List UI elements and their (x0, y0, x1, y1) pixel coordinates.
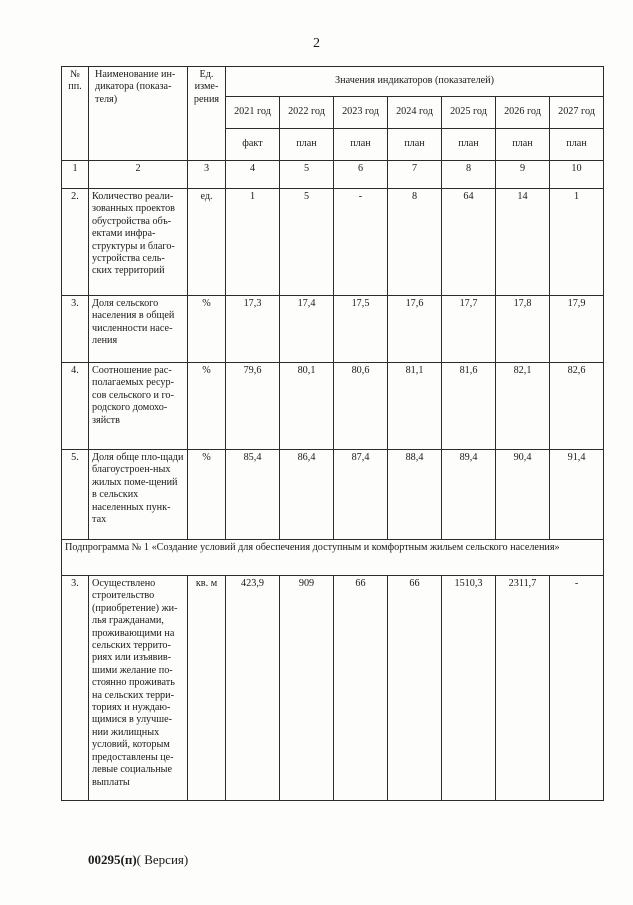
document-footer (88, 852, 188, 868)
column-number: 8 (442, 161, 496, 189)
column-number: 3 (188, 161, 226, 189)
header-year: 2022 год (280, 97, 334, 129)
unit: % (188, 296, 226, 363)
indicator-value: 66 (388, 576, 442, 801)
table-row (62, 363, 604, 450)
indicator-value: 80,6 (334, 363, 388, 450)
unit: % (188, 450, 226, 540)
indicator-value: 17,8 (496, 296, 550, 363)
indicator-value: 89,4 (442, 450, 496, 540)
header-type: план (334, 129, 388, 161)
unit: ед. (188, 189, 226, 296)
indicator-value: 17,9 (550, 296, 604, 363)
indicator-value: 80,1 (280, 363, 334, 450)
column-number: 5 (280, 161, 334, 189)
row-number: 2. (62, 189, 89, 296)
unit: % (188, 363, 226, 450)
row-number: 3. (62, 576, 89, 801)
header-year: 2021 год (226, 97, 280, 129)
header-type: факт (226, 129, 280, 161)
header-type: план (442, 129, 496, 161)
indicator-value: 14 (496, 189, 550, 296)
indicator-value: 2311,7 (496, 576, 550, 801)
indicator-value: 86,4 (280, 450, 334, 540)
indicator-name: Осуществлено строительство (приобретение) жи-лья гражданами, проживающими на сельских террито-риях или изъявив-шими желание по-стоянно проживать на сельских терри-ториях и нуждаю-щимися в улучше-нии жилищных условий, которым предоставлены це-левые социальные выплаты (89, 576, 188, 801)
header-name: Наименование ин-дикатора (показа-теля) (89, 67, 188, 161)
column-number: 10 (550, 161, 604, 189)
table-row (62, 450, 604, 540)
indicator-value: 8 (388, 189, 442, 296)
indicator-value: 1510,3 (442, 576, 496, 801)
row-number: 5. (62, 450, 89, 540)
indicator-value: 909 (280, 576, 334, 801)
page-number: 2 (313, 36, 320, 51)
indicator-value: 81,6 (442, 363, 496, 450)
indicator-value: 17,3 (226, 296, 280, 363)
indicator-value: 17,4 (280, 296, 334, 363)
table-row (62, 576, 604, 801)
indicator-value: 17,7 (442, 296, 496, 363)
indicator-value: - (550, 576, 604, 801)
header-year: 2025 год (442, 97, 496, 129)
indicator-name: Доля обще пло-щади благоустроен-ных жилых поме-щений в сельских населенных пунк-тах (89, 450, 188, 540)
column-number: 7 (388, 161, 442, 189)
indicator-value: 5 (280, 189, 334, 296)
column-number: 2 (89, 161, 188, 189)
column-number: 4 (226, 161, 280, 189)
subprogram-title: Подпрограмма № 1 «Создание условий для обеспечения доступным и комфортным жильем сельского населения» (62, 540, 604, 576)
column-number: 6 (334, 161, 388, 189)
indicator-value: 91,4 (550, 450, 604, 540)
indicator-value: 64 (442, 189, 496, 296)
header-type: план (388, 129, 442, 161)
header-unit: Ед. изме-рения (188, 67, 226, 161)
indicator-value: 17,5 (334, 296, 388, 363)
column-number: 9 (496, 161, 550, 189)
header-num: № пп. (62, 67, 89, 161)
header-year: 2023 год (334, 97, 388, 129)
header-type: план (496, 129, 550, 161)
table-row (62, 189, 604, 296)
header-values: Значения индикаторов (показателей) (226, 67, 604, 97)
column-number: 1 (62, 161, 89, 189)
indicator-value: 85,4 (226, 450, 280, 540)
indicator-value: 82,1 (496, 363, 550, 450)
indicator-value: 17,6 (388, 296, 442, 363)
header-year: 2026 год (496, 97, 550, 129)
indicator-value: 1 (226, 189, 280, 296)
indicator-value: 90,4 (496, 450, 550, 540)
indicator-value: 82,6 (550, 363, 604, 450)
indicator-value: - (334, 189, 388, 296)
indicator-value: 87,4 (334, 450, 388, 540)
indicator-value: 423,9 (226, 576, 280, 801)
indicator-value: 66 (334, 576, 388, 801)
indicator-value: 88,4 (388, 450, 442, 540)
row-number: 3. (62, 296, 89, 363)
indicator-value: 79,6 (226, 363, 280, 450)
indicator-value: 81,1 (388, 363, 442, 450)
indicator-name: Количество реали-зованных проектов обустройства объ-ектами инфра-структуры и благо-устройства сель-ских территорий (89, 189, 188, 296)
indicator-name: Соотношение рас-полагаемых ресур-сов сельского и го-родского домохо-зяйств (89, 363, 188, 450)
footer-suffix: ( Версия) (136, 852, 189, 867)
header-year: 2027 год (550, 97, 604, 129)
indicators-table (61, 66, 604, 801)
header-type: план (550, 129, 604, 161)
indicator-value: 1 (550, 189, 604, 296)
header-type: план (280, 129, 334, 161)
table-row (62, 296, 604, 363)
row-number: 4. (62, 363, 89, 450)
footer-code: 00295(п) (88, 852, 137, 867)
header-year: 2024 год (388, 97, 442, 129)
unit: кв. м (188, 576, 226, 801)
indicator-name: Доля сельского населения в общей численности насе-ления (89, 296, 188, 363)
